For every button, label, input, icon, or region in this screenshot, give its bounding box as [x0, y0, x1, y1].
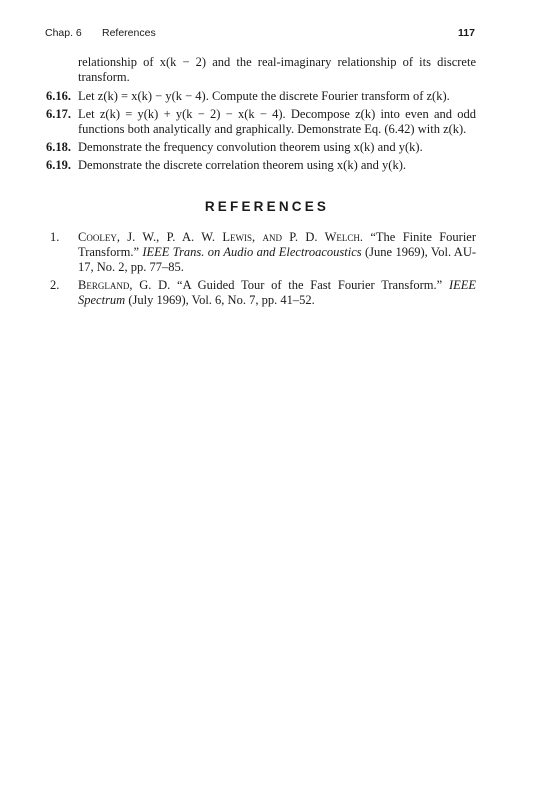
problem-list [46, 55, 476, 176]
reference-2 [50, 278, 476, 308]
problem-continuation [46, 55, 476, 85]
problem-text: Demonstrate the frequency convolution theorem using x(k) and y(k). [78, 140, 423, 154]
problem-number: 6.17. [46, 107, 71, 121]
reference-journal: IEEE Trans. on Audio and Electroacoustics [142, 245, 362, 259]
chapter-label: Chap. 6 [45, 27, 82, 39]
problem-text: Let z(k) = x(k) − y(k − 4). Compute the discrete Fourier transform of z(k). [78, 89, 450, 103]
reference-list [50, 230, 476, 311]
reference-title: “A Guided Tour of the Fast Fourier Transform.” [177, 278, 443, 292]
problem-number: 6.16. [46, 89, 71, 103]
reference-authors: Bergland, G. D. [78, 278, 171, 292]
reference-journal: IEEE Spectrum [78, 278, 477, 307]
problem-text: Let z(k) = y(k) + y(k − 2) − x(k − 4). Decompose z(k) into even and odd functions both analytically and graphically. Demonstrate Eq. (6.42) with z(k). [78, 107, 476, 136]
problem-6-16 [46, 89, 476, 104]
reference-title: “The Finite Fourier Transform.” [78, 230, 477, 259]
page-number: 117 [458, 27, 475, 39]
problem-6-18 [46, 140, 476, 155]
problem-number: 6.19. [46, 158, 71, 172]
references-heading: REFERENCES [204, 199, 330, 214]
problem-number: 6.18. [46, 140, 71, 154]
reference-1 [50, 230, 476, 275]
section-title: References [102, 27, 156, 39]
problem-6-19 [46, 158, 476, 173]
reference-details: (July 1969), Vol. 6, No. 7, pp. 41–52. [128, 293, 315, 307]
running-head [45, 26, 475, 40]
problem-text: relationship of x(k − 2) and the real-imaginary relationship of its discrete transform. [78, 55, 476, 84]
reference-number: 2. [50, 278, 60, 292]
reference-number: 1. [50, 230, 60, 244]
problem-text: Demonstrate the discrete correlation theorem using x(k) and y(k). [78, 158, 407, 172]
problem-6-17 [46, 107, 476, 137]
reference-authors: Cooley, J. W., P. A. W. Lewis, and P. D. Welch. [78, 230, 364, 244]
reference-details: (June 1969), Vol. AU-17, No. 2, pp. 77–85. [78, 245, 477, 274]
